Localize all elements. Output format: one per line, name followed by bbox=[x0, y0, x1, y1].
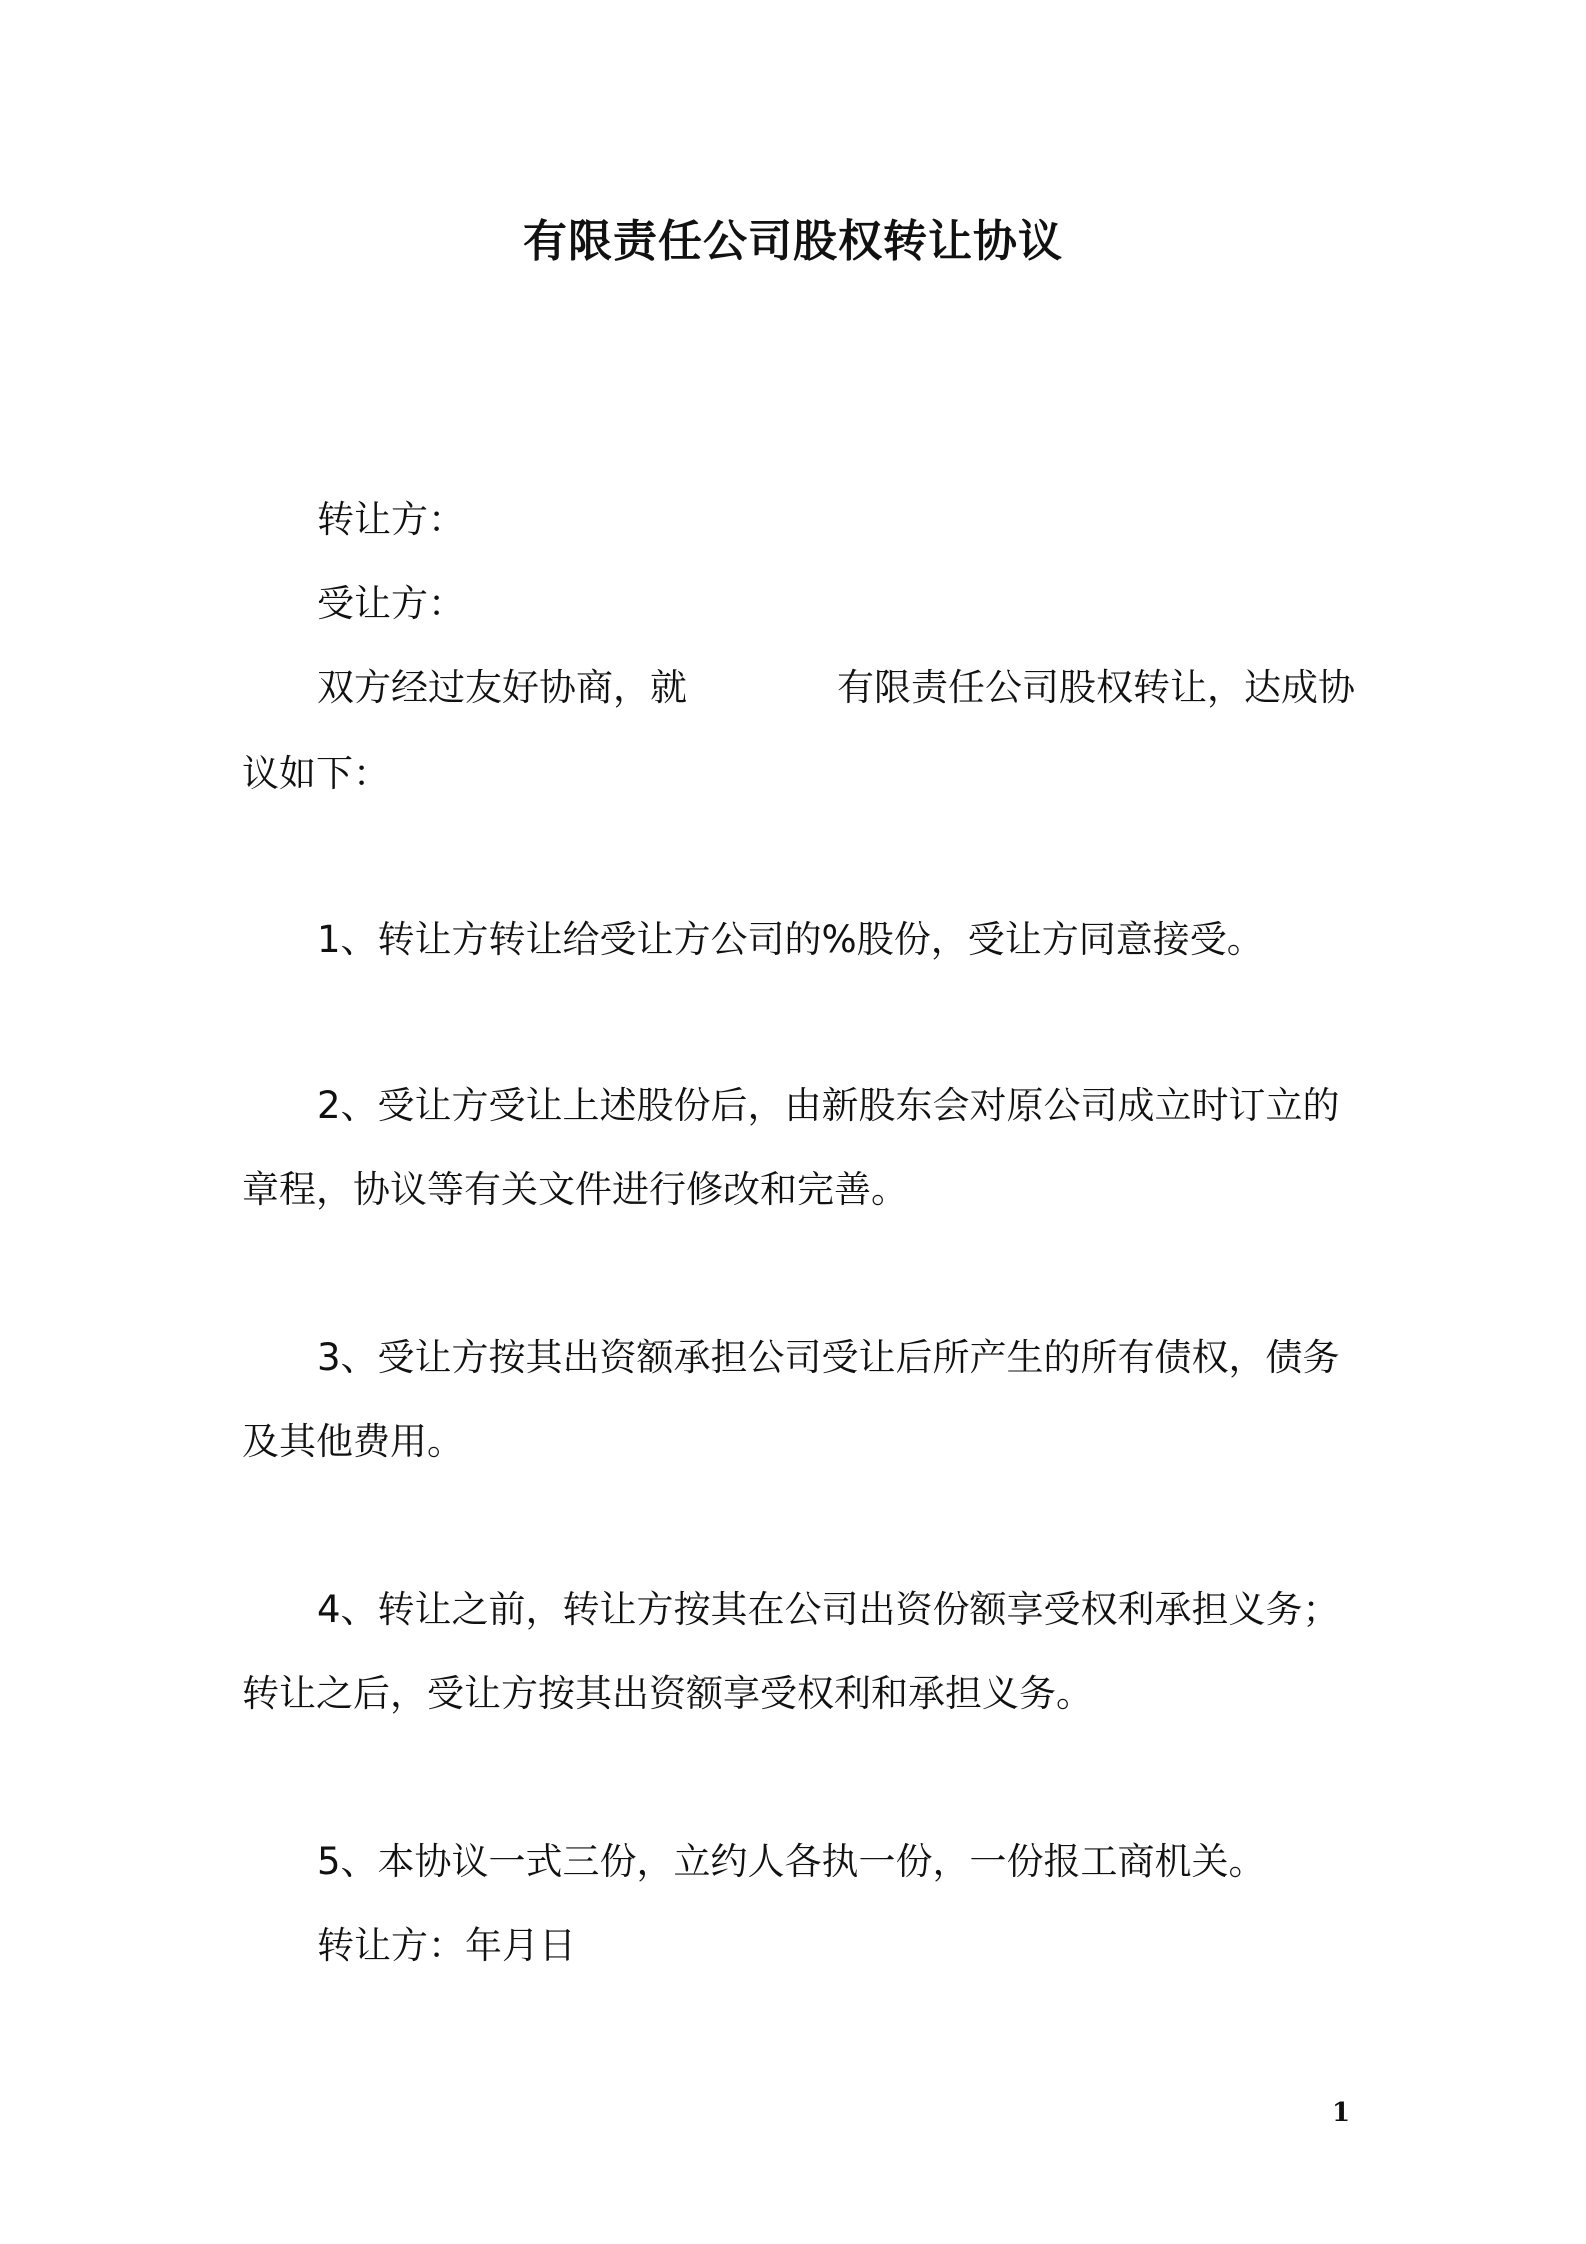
document-title: 有限责任公司股权转让协议 bbox=[523, 216, 1063, 267]
signature-line: 转让方：年月日 bbox=[317, 1924, 576, 1967]
clause-3-line-1: 3、受让方按其出资额承担公司受让后所产生的所有债权，债务 bbox=[317, 1336, 1340, 1379]
clause-4-line-1: 4、转让之前，转让方按其在公司出资份额享受权利承担义务； bbox=[317, 1588, 1340, 1631]
intro-line-1 bbox=[242, 662, 1437, 714]
intro-line-2: 议如下： bbox=[242, 752, 390, 795]
transferee-label: 受让方： bbox=[317, 582, 465, 625]
clause-2-line-2: 章程，协议等有关文件进行修改和完善。 bbox=[242, 1168, 908, 1211]
transferor-label: 转让方： bbox=[317, 498, 465, 541]
clause-2-line-1: 2、受让方受让上述股份后，由新股东会对原公司成立时订立的 bbox=[317, 1084, 1340, 1127]
clause-4-line-2: 转让之后，受让方按其出资额享受权利和承担义务。 bbox=[242, 1672, 1093, 1715]
clause-3-line-2: 及其他费用。 bbox=[242, 1420, 464, 1463]
intro-part-1: 双方经过友好协商，就 bbox=[317, 666, 687, 709]
intro-part-2: 有限责任公司股权转让，达成协 bbox=[837, 666, 1355, 709]
clause-5: 5、本协议一式三份，立约人各执一份，一份报工商机关。 bbox=[317, 1840, 1266, 1883]
page-number: 1 bbox=[1332, 2098, 1351, 2128]
clause-1: 1、转让方转让给受让方公司的%股份，受让方同意接受。 bbox=[317, 918, 1264, 961]
